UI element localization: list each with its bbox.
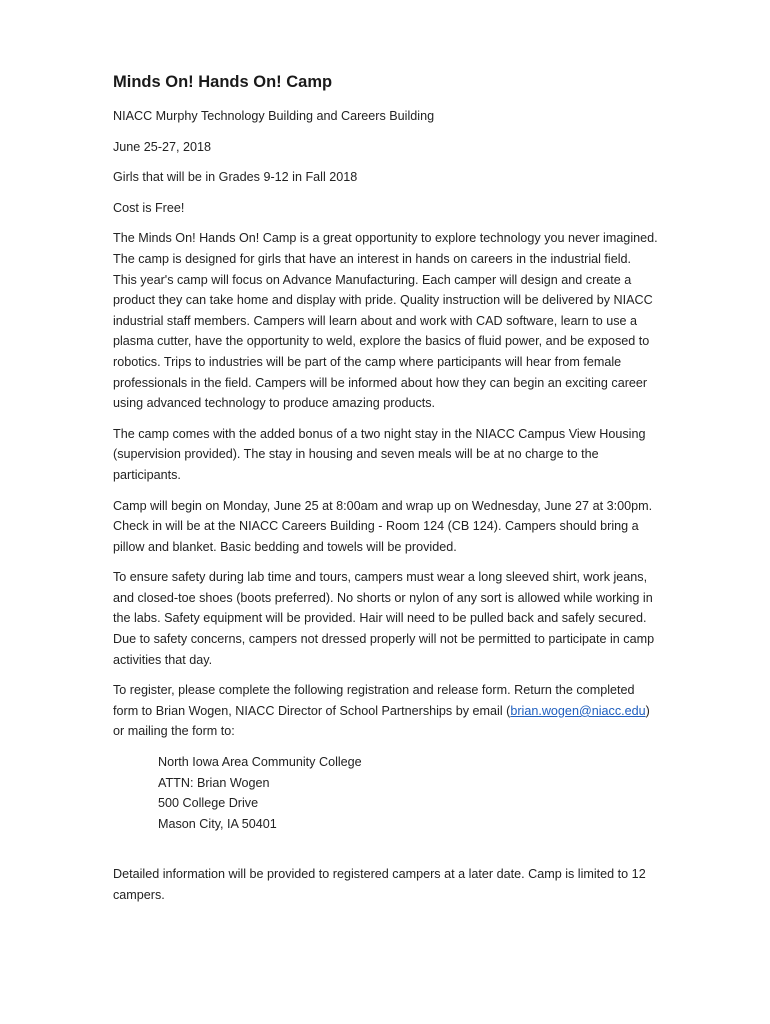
- address-line-4: Mason City, IA 50401: [158, 816, 277, 831]
- spacer: [113, 844, 658, 864]
- housing-paragraph: The camp comes with the added bonus of a two night stay in the NIACC Campus View Housing (supervision provided). The stay in housing and seven meals will be at no charge to the participants.: [113, 426, 646, 482]
- camp-eligibility: Girls that will be in Grades 9-12 in Fall 2018: [113, 170, 358, 185]
- document-page: [113, 70, 658, 916]
- safety-paragraph: To ensure safety during lab time and tours, campers must wear a long sleeved shirt, work jeans, and closed-toe shoes (boots preferred). No shorts or nylon of any sort is allowed while working in the labs. Safety equipment will be provided. Hair will need to be pulled back and safely secured. Due to safety concerns, campers not dressed properly will not be permitted to participate in camp activities that day.: [113, 570, 655, 667]
- page-title: Minds On! Hands On! Camp: [113, 73, 333, 91]
- mailing-address: [158, 752, 658, 834]
- camp-location: NIACC Murphy Technology Building and Careers Building: [113, 109, 435, 123]
- address-line-3: 500 College Drive: [158, 796, 259, 811]
- address-line-1: North Iowa Area Community College: [158, 755, 362, 770]
- closing-paragraph: Detailed information will be provided to registered campers at a later date. Camp is limited to 12 campers.: [113, 867, 646, 902]
- register-suffix: ) or mailing the form to:: [113, 703, 650, 739]
- camp-cost: Cost is Free!: [113, 200, 185, 215]
- address-line-2: ATTN: Brian Wogen: [158, 775, 270, 790]
- intro-paragraph: The Minds On! Hands On! Camp is a great opportunity to explore technology you never imagined. The camp is designed for girls that have an interest in hands on careers in the industrial field. This year's camp will focus on Advance Manufacturing. Each camper will design and create a product they can take home and display with pride. Quality instruction will be delivered by NIACC industrial staff members. Campers will learn about and work with CAD software, learn to use a plasma cutter, have the opportunity to weld, explore the basics of fluid power, and be exposed to robotics. Trips to industries will be part of the camp where participants will hear from female professionals in the field. Campers will be informed about how they can begin an exciting career using advanced technology to produce amazing products.: [113, 231, 658, 411]
- register-prefix: To register, please complete the following registration and release form. Return the completed form to Brian Wogen, NIACC Director of School Partnerships by email (: [113, 683, 635, 718]
- schedule-paragraph: Camp will begin on Monday, June 25 at 8:00am and wrap up on Wednesday, June 27 at 3:00pm. Check in will be at the NIACC Careers Building - Room 124 (CB 124). Campers should bring a pillow and blanket. Basic bedding and towels will be provided.: [113, 498, 653, 554]
- camp-dates: June 25-27, 2018: [113, 139, 212, 154]
- email-link[interactable]: brian.wogen@niacc.edu: [510, 703, 646, 718]
- register-paragraph: [113, 680, 658, 742]
